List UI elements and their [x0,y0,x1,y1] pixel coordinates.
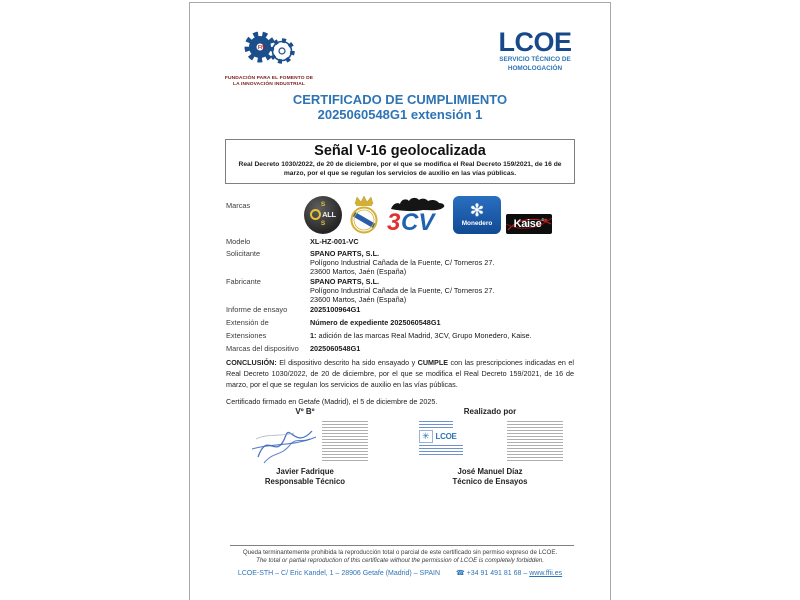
lcoe-wordmark: LCOE [498,27,572,57]
certificate-page [189,2,611,600]
conclusion-text-after: con las prescripciones indicadas en el Real Decreto 1030/2022, de 20 de diciembre, por el que se modifica el Real Decreto 159/2021, de 16 de marzo, por el que se regulan los servicios de auxilio en las vías públicas. [226,358,574,389]
fabricante-address2: 23600 Martos, Jaén (España) [310,295,407,305]
conclusion-paragraph [226,358,574,390]
digital-signature-detail-lines [419,445,463,455]
stamp-lcoe-text: LCOE [435,431,457,441]
sosall-mid-text: ALL [322,210,336,219]
solicitante-address2: 23600 Martos, Jaén (España) [310,267,407,277]
kaise-logo [506,214,552,234]
fabricante-name: SPANO PARTS, S.L. [310,277,380,286]
fabricante-label: Fabricante [226,277,261,286]
product-decree: Real Decreto 1030/2022, de 20 de diciembre, por el que se modifica el Real Decreto 159/2021, de 16 de marzo, por el que se regulan los servicios de auxilio en las vías públicas. [238,161,562,177]
gear-monogram: FfII [258,45,266,51]
conclusion-emphasis: CUMPLE [417,358,449,367]
lcoe-subtitle-line2: HOMOLOGACIÓN [507,64,563,72]
3cv-digit: 3 [387,208,401,234]
brands-label: Marcas [226,201,251,210]
digital-signer-name-lines [419,421,453,428]
solicitante-name: SPANO PARTS, S.L. [310,249,380,258]
real-madrid-logo [347,195,381,235]
signature-left-name: Javier Fadrique [276,467,334,476]
footer-website-link[interactable]: www.ffii.es [529,570,563,577]
footer-legal-en: The total or partial reproduction of this certificate without the permission of LCOE is completely forbidden. [256,556,544,564]
solicitante-label: Solicitante [226,249,261,258]
signed-line: Certificado firmado en Getafe (Madrid), el 5 de diciembre de 2025. [226,397,438,406]
footer-phone-group [456,569,562,577]
sosall-top-letter: S [320,200,326,208]
extension-value: Número de expediente 2025060548G1 [310,318,441,327]
3cv-logo [386,196,448,234]
digital-signature-text-right [507,421,563,463]
extensiones-label: Extensiones [226,331,267,340]
gears-icon [234,29,304,71]
modelo-value: XL-HZ-001-VC [310,237,359,246]
digital-signature-stamp [417,421,565,465]
stamp-gear-icon: ✳ [419,430,433,443]
footer-address: LCOE-STH – C/ Eric Kandel, 1 – 28906 Getafe (Madrid) – SPAIN [237,569,441,577]
certificate-title [190,93,610,123]
modelo-label: Modelo [226,237,251,246]
kaise-registered-mark: ® [541,217,545,222]
digital-signature-text-left [322,421,368,463]
snowflake-icon: ✻ [469,201,485,220]
informe-label: Informe de ensayo [226,305,288,314]
signature-block-left [230,407,380,486]
brand-logos-row [304,192,574,237]
signature-right-name: José Manuel Díaz [457,467,523,476]
foundation-name-line2: LA INNOVACIÓN INDUSTRIAL [233,82,305,88]
informe-value: 2025100964G1 [310,305,361,314]
extension-label: Extensión de [226,318,269,327]
signature-right-heading: Realizado por [463,407,517,416]
conclusion-label: CONCLUSIÓN: [226,358,277,367]
monedero-logo [453,196,501,234]
product-name: Señal V-16 geolocalizada [314,143,486,159]
footer-legal [210,549,590,565]
sosall-logo [304,196,342,234]
product-box [225,139,575,184]
sosall-ring-icon [310,209,321,220]
extensiones-text: adición de las marcas Real Madrid, 3CV, Grupo Monedero, Kaise. [318,331,532,340]
signature-block-right [415,407,565,486]
conclusion-text-before: El dispositivo descrito ha sido ensayado y [279,358,416,367]
signature-right-role: Técnico de Ensayos [452,476,528,486]
certificate-title-line1: CERTIFICADO DE CUMPLIMIENTO [292,92,508,107]
foundation-logo [208,29,330,89]
kaise-label: Kaise [513,218,542,230]
monedero-label: Monedero [461,220,493,227]
lcoe-subtitle-line1: SERVICIO TÉCNICO DE [499,56,571,63]
extensiones-number: 1: [310,331,317,340]
signature-left-role: Responsable Técnico [264,476,346,486]
footer-contact-line [190,569,610,577]
fabricante-address1: Polígono Industrial Cañada de la Fuente, C/ Torneros 27. [310,286,495,296]
footer-phone: +34 91 491 81 68 – [466,570,528,577]
solicitante-address1: Polígono Industrial Cañada de la Fuente, C/ Torneros 27. [310,258,495,268]
footer-legal-es: Queda terminantemente prohibida la reproducción total o parcial de este certificado sin permiso expreso de LCOE. [242,549,558,556]
phone-icon: ☎ [456,570,465,577]
marcas-dispositivo-label: Marcas del dispositivo [226,344,299,353]
lcoe-logo [490,29,580,73]
3cv-letters: CV [401,208,435,234]
footer-divider [230,545,574,546]
foundation-name-line1: FUNDACIÓN PARA EL FOMENTO DE [224,76,314,81]
signature-left-heading: Vº Bº [295,407,315,416]
certificate-number-line: 2025060548G1 extensión 1 [317,106,483,122]
marcas-dispositivo-value: 2025060548G1 [310,344,361,353]
sosall-bottom-letter: S [320,220,326,227]
handwritten-signature-icon [248,421,320,467]
